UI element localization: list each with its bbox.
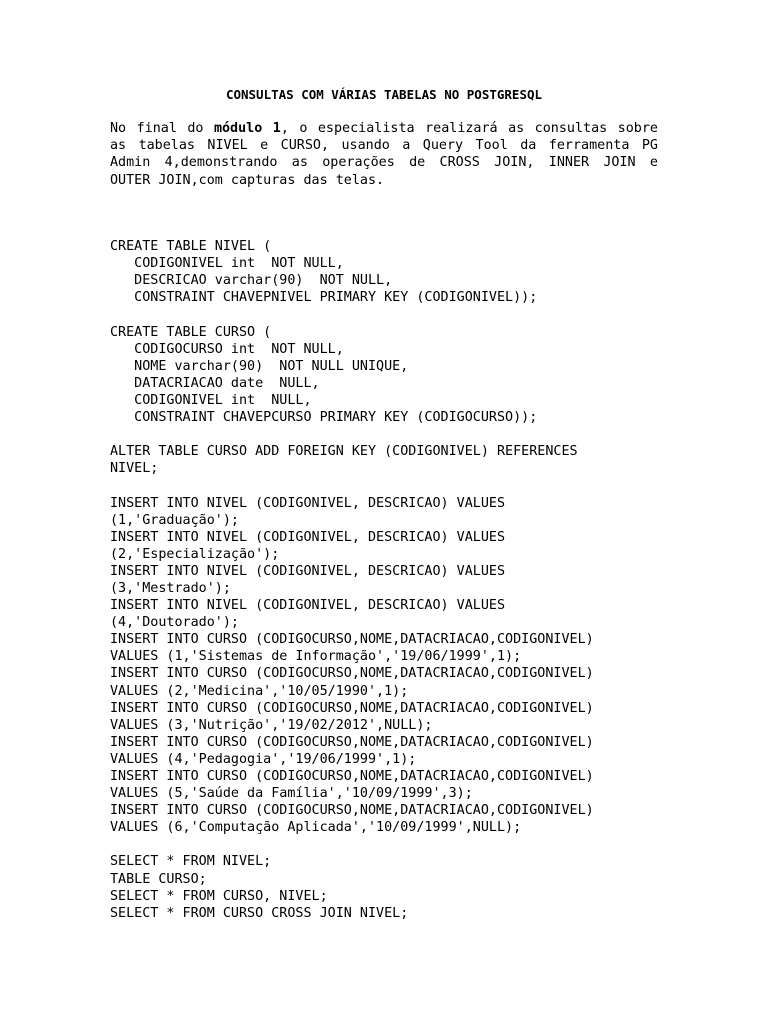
code-line: SELECT * FROM CURSO, NIVEL; (110, 888, 328, 904)
code-line: CODIGOCURSO int NOT NULL, (110, 341, 344, 357)
code-line: (1,'Graduação'); (110, 512, 239, 528)
code-line (110, 426, 730, 443)
code-line: (3,'Mestrado'); (110, 580, 231, 596)
code-line: VALUES (2,'Medicina','10/05/1990',1); (110, 683, 409, 699)
code-line: (4,'Doutorado'); (110, 615, 239, 631)
code-line (110, 221, 730, 238)
code-line: VALUES (5,'Saúde da Família','10/09/1999',3); (110, 786, 473, 802)
code-line: INSERT INTO NIVEL (CODIGONIVEL, DESCRICAO) VALUES (110, 495, 506, 511)
code-line (110, 836, 730, 853)
code-line: INSERT INTO NIVEL (CODIGONIVEL, DESCRICAO) VALUES (110, 529, 506, 545)
code-line: VALUES (6,'Computação Aplicada','10/09/1999',NULL); (110, 820, 522, 836)
document-title: CONSULTAS COM VÁRIAS TABELAS NO POSTGRESQL (225, 87, 543, 102)
code-line: INSERT INTO CURSO (CODIGOCURSO,NOME,DATACRIACAO,CODIGONIVEL) (110, 666, 594, 682)
intro-line-2: as tabelas NIVEL e CURSO, usando a Query Tool da ferramenta PG (110, 138, 658, 154)
code-line: INSERT INTO CURSO (CODIGOCURSO,NOME,DATACRIACAO,CODIGONIVEL) (110, 769, 594, 784)
code-line: CODIGONIVEL int NOT NULL, (110, 256, 344, 272)
intro-line-3: Admin 4,demonstrando as operações de CROSS JOIN, INNER JOIN e (110, 155, 658, 171)
code-line: INSERT INTO CURSO (CODIGOCURSO,NOME,DATACRIACAO,CODIGONIVEL) (110, 734, 594, 750)
module-name: módulo 1 (213, 121, 281, 136)
code-line: INSERT INTO CURSO (CODIGOCURSO,NOME,DATACRIACAO,CODIGONIVEL) (110, 700, 594, 716)
code-line: CODIGONIVEL int NULL, (110, 392, 312, 408)
code-line: VALUES (1,'Sistemas de Informação','19/06/1999',1); (110, 649, 522, 665)
intro-paragraph (110, 120, 658, 189)
code-line: CREATE TABLE CURSO ( (110, 324, 272, 340)
code-line: SELECT * FROM CURSO CROSS JOIN NIVEL; (110, 905, 409, 921)
code-line: INSERT INTO CURSO (CODIGOCURSO,NOME,DATACRIACAO,CODIGONIVEL) (110, 632, 594, 648)
sql-code-block (110, 221, 730, 922)
code-line: CONSTRAINT CHAVEPCURSO PRIMARY KEY (CODIGOCURSO)); (110, 410, 538, 426)
code-line: TABLE CURSO; (110, 871, 207, 887)
code-line (110, 306, 730, 323)
code-line: SELECT * FROM NIVEL; (110, 854, 272, 870)
code-line: CONSTRAINT CHAVEPNIVEL PRIMARY KEY (CODIGONIVEL)); (110, 290, 538, 306)
code-line: NOME varchar(90) NOT NULL UNIQUE, (110, 358, 409, 374)
code-line: INSERT INTO CURSO (CODIGOCURSO,NOME,DATACRIACAO,CODIGONIVEL) (110, 803, 594, 819)
code-line: VALUES (4,'Pedagogia','19/06/1999',1); (110, 751, 417, 767)
code-line: (2,'Especialização'); (110, 546, 280, 562)
intro-line-1 (110, 120, 658, 137)
code-line: ALTER TABLE CURSO ADD FOREIGN KEY (CODIGONIVEL) REFERENCES (110, 444, 578, 460)
code-line: INSERT INTO NIVEL (CODIGONIVEL, DESCRICAO) VALUES (110, 598, 506, 614)
code-line: VALUES (3,'Nutrição','19/02/2012',NULL); (110, 717, 433, 733)
intro-line-4: OUTER JOIN,com capturas das telas. (110, 172, 385, 188)
code-line: INSERT INTO NIVEL (CODIGONIVEL, DESCRICAO) VALUES (110, 563, 506, 579)
intro-line-1-pre: No final do (110, 121, 214, 136)
code-line: DESCRICAO varchar(90) NOT NULL, (110, 273, 393, 289)
code-line: NIVEL; (110, 461, 159, 477)
intro-line-1-post: , o especialista realizará as consultas sobre (280, 121, 658, 136)
code-line: CREATE TABLE NIVEL ( (110, 239, 272, 255)
code-line (110, 477, 730, 494)
code-line: DATACRIACAO date NULL, (110, 375, 320, 391)
